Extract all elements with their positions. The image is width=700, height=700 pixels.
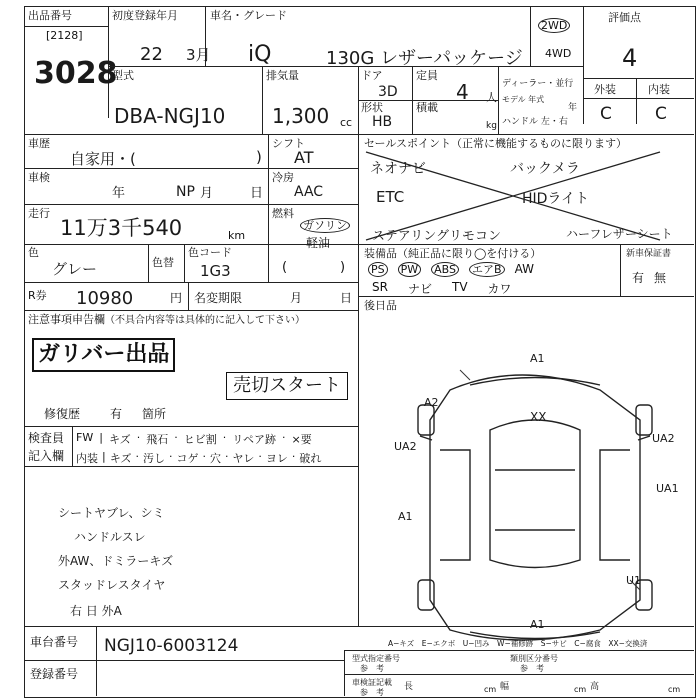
color-label: 色: [28, 246, 39, 259]
diagram-label-a2: A2: [424, 396, 439, 409]
interior-grade: C: [655, 104, 667, 124]
length-label: 長: [404, 682, 414, 692]
car-name: iQ: [248, 42, 272, 67]
damage-legend: A−キズ E−エクボ U−凹み W−補修跡 S−サビ C−腐食 XX−交換済: [388, 639, 648, 648]
history-label: 車歴: [28, 137, 50, 150]
equip-tv: TV: [451, 280, 468, 294]
chassis-value: NGJ10-6003124: [104, 636, 239, 656]
color-change-label: 色替: [152, 256, 174, 269]
color-value: グレー: [52, 260, 98, 278]
new-warranty-label: 新車保証書: [626, 249, 672, 259]
interior-label: 内装: [648, 83, 670, 96]
diagram-label-ua2-right: UA2: [652, 432, 675, 445]
entry-label: 記入欄: [28, 449, 65, 463]
equip-ps: PS: [368, 262, 388, 277]
chassis-label: 車台番号: [30, 635, 79, 649]
drive-2wd: 2WD: [538, 18, 570, 33]
sales-point-5: ステアリングリモコン: [372, 229, 501, 244]
diagram-label-ua1: UA1: [656, 482, 679, 495]
note-2: ハンドルスレ: [74, 530, 146, 544]
displacement-label: 排気量: [266, 69, 299, 82]
eval-label: 評価点: [608, 11, 641, 24]
check-row-2: 内装 | キズ · 汚し · コゲ · 穴 · ヤレ · ヨレ · 破れ: [76, 450, 322, 465]
note-4: スタッドレスタイヤ: [58, 578, 166, 592]
color-paren-open: (: [282, 260, 288, 275]
mileage-value: 11万3千540: [60, 216, 183, 240]
sales-point-3: ETC: [376, 188, 405, 206]
equip-leather: カワ: [487, 282, 512, 296]
equip-sr: SR: [372, 280, 388, 294]
mileage-unit: km: [228, 229, 246, 242]
inspection-day: 日: [250, 186, 264, 201]
color-code-label: 色コード: [188, 246, 232, 259]
recycle-value: 10980: [76, 288, 134, 309]
diagram-label-a1-top: A1: [530, 352, 545, 365]
height-label: 高: [590, 682, 600, 692]
sales-point-2: バックメラ: [510, 161, 580, 177]
lot-number: 3028: [34, 56, 118, 91]
name-label: 車名・グレード: [210, 9, 287, 22]
repair-value: 有: [110, 407, 123, 421]
fuel-label: 燃料: [272, 207, 294, 220]
ac-label: 冷房: [272, 171, 294, 184]
notes-label: 注意事項申告欄（不具合内容等は具体的に記入して下さい）: [28, 313, 305, 326]
diagram-label-ua2-left: UA2: [394, 440, 417, 453]
fuel-diesel: 軽油: [306, 236, 331, 250]
repair-box: 箇所: [142, 407, 167, 421]
recycle-unit: 円: [170, 291, 183, 305]
first-reg-year: 22: [140, 44, 163, 65]
load-label: 積載: [416, 101, 438, 114]
shift-value: AT: [294, 148, 314, 167]
equip-abs: ABS: [431, 262, 459, 277]
warranty-has: 有: [632, 271, 645, 285]
gulliver-stamp: ガリバー出品: [32, 338, 175, 372]
color-code: 1G3: [200, 262, 231, 280]
transfer-label: 名変期限: [194, 291, 243, 305]
transfer-month: 月: [290, 291, 303, 305]
sales-point-1: ネオナビ: [370, 161, 426, 177]
sales-points-label: セールスポイント（正常に機能するものに限ります）: [364, 137, 628, 150]
fuel-gas: ガソリン: [300, 218, 350, 233]
color-paren-close: ): [340, 260, 346, 275]
inspection-month: 月: [200, 186, 214, 201]
class-number-ref: 参 考: [520, 664, 544, 673]
first-reg-label: 初度登録年月: [112, 9, 178, 22]
eval-score: 4: [622, 44, 638, 72]
diagram-label-xx: XX: [530, 410, 547, 424]
inspection-label: 車検: [28, 171, 50, 184]
capacity-unit: 人: [486, 91, 497, 104]
length-unit: cm: [484, 685, 497, 694]
diagram-label-u1: U1: [626, 574, 642, 587]
shape-value: HB: [372, 114, 393, 130]
transfer-day: 日: [340, 291, 353, 305]
exterior-grade: C: [600, 104, 612, 124]
history-close: ): [256, 148, 262, 166]
shift-label: シフト: [272, 137, 305, 150]
doors-value: 3D: [378, 84, 398, 100]
inspector-label: 検査員: [28, 431, 65, 445]
equip-pw: PW: [398, 262, 422, 277]
model-value: DBA-NGJ10: [114, 104, 226, 128]
note-3: 外AW、ドミラーキズ: [58, 554, 174, 568]
model-label: 型式: [112, 69, 134, 82]
diagram-label-a1-left: A1: [398, 510, 413, 523]
ac-value: AAC: [294, 184, 324, 200]
model-year-label: モデル 年式: [502, 95, 545, 104]
drive-4wd: 4WD: [545, 47, 572, 60]
inspection-year: 年: [112, 186, 126, 201]
warranty-none: 無: [654, 271, 667, 285]
buyer-label: 後日品: [364, 299, 397, 312]
lot-sub: [2128]: [46, 29, 83, 42]
sales-point-4: HIDライト: [522, 191, 590, 207]
type-number-label: 型式指定番号: [352, 654, 400, 663]
mileage-label: 走行: [28, 207, 50, 220]
equip-aw: AW: [514, 262, 534, 276]
capacity-value: 4: [456, 80, 469, 104]
width-unit: cm: [574, 685, 587, 694]
check-row-1: FW | キズ · 飛石 · ヒビ割 · リペア跡 · ×要: [76, 431, 312, 446]
equipment-label: 装備品（純正品に限り◯を付ける）: [364, 247, 542, 260]
type-number-ref: 参 考: [360, 664, 384, 673]
diagram-label-a1-bottom: A1: [530, 618, 545, 631]
repair-label: 修復歴: [44, 407, 81, 421]
history-value: 自家用・(: [70, 150, 136, 168]
dimension-ref: 参 考: [360, 688, 384, 697]
lot-label: 出品番号: [28, 9, 72, 22]
year-suffix: 年: [568, 103, 578, 113]
exterior-label: 外装: [594, 83, 616, 96]
sell-start-stamp: 売切スタート: [226, 372, 348, 400]
equip-airbag: エアB: [469, 262, 505, 277]
height-unit: cm: [668, 685, 681, 694]
dealer-label: ディーラー・並行: [502, 79, 574, 89]
inspection-value: NP: [176, 184, 195, 200]
grade: 130G レザーパッケージ: [326, 48, 523, 69]
sales-point-6: ハーフレザーシート: [566, 227, 673, 241]
load-unit: kg: [486, 121, 497, 131]
dimension-label: 車検証記載: [352, 678, 392, 687]
recycle-label: R券: [28, 289, 47, 302]
width-label: 幅: [500, 682, 510, 692]
first-reg-month: 3月: [186, 46, 211, 64]
registration-label: 登録番号: [30, 667, 79, 681]
equip-navi: ナビ: [407, 282, 432, 296]
note-5: 右 日 外A: [70, 604, 122, 618]
note-1: シートヤブレ、シミ: [58, 506, 165, 520]
handle-label: ハンドル 左・右: [502, 117, 568, 127]
displacement-value: 1,300: [272, 104, 330, 128]
doors-label: ドア: [361, 69, 383, 82]
displacement-unit: cc: [340, 116, 353, 129]
class-number-label: 類別区分番号: [510, 654, 558, 663]
shape-label: 形状: [361, 101, 383, 114]
capacity-label: 定員: [416, 69, 438, 82]
